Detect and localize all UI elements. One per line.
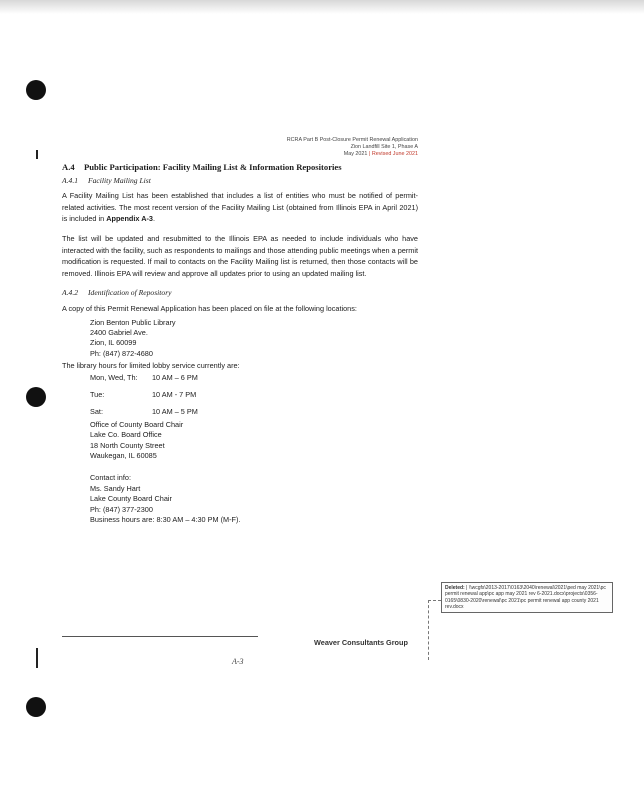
library-hours <box>62 373 418 418</box>
library-address <box>62 318 418 360</box>
header-line-3 <box>287 151 418 158</box>
hours-day: Sat: <box>90 407 103 417</box>
subsection-title-2: Identification of Repository <box>88 288 172 298</box>
binder-hole-middle <box>26 387 46 407</box>
county-line: Waukegan, IL 60085 <box>90 451 157 460</box>
county-line: 18 North County Street <box>90 440 165 450</box>
margin-mark-top <box>36 150 38 159</box>
spacer <box>62 463 418 473</box>
section-title: Public Participation: Facility Mailing List & Information Repositories <box>84 162 342 172</box>
hours-time: 10 AM – 6 PM <box>152 372 198 382</box>
header-date: May 2021 <box>343 151 368 157</box>
subsection-number-2: A.4.2 <box>62 288 79 298</box>
county-line: Office of County Board Chair <box>90 419 184 429</box>
subsection-heading-2 <box>62 287 418 299</box>
hours-row <box>90 390 418 400</box>
subsection-title-1: Facility Mailing List <box>88 175 151 185</box>
paragraph-list-updates: The list will be updated and resubmitted to the Illinois EPA as needed to include individuals who have interacted with the facility, such as respondents to mailings and those attending public meetings when a permit modification is requested. If mail to contacts on the Facility Mailing list is returned, then those contacts will be removed. Illinois EPA will review and approve all updates prior to using an updated mailing list. <box>62 233 418 278</box>
binder-hole-bottom <box>26 697 46 717</box>
contact-line: Lake County Board Chair <box>90 494 172 504</box>
appendix-reference: Appendix A-3 <box>106 214 153 224</box>
contact-line: Contact info: <box>90 473 131 483</box>
library-line: Zion, IL 60099 <box>90 338 137 348</box>
hours-row <box>90 407 418 417</box>
header-line-2: Zion Landfill Site 1, Phase A <box>350 144 418 150</box>
comment-connector <box>428 600 430 660</box>
binder-hole-top <box>26 80 46 100</box>
page-number: A-3 <box>232 657 244 666</box>
comment-connector-horizontal <box>428 600 441 601</box>
contact-line: Ms. Sandy Hart <box>90 483 141 493</box>
library-line: Zion Benton Public Library <box>90 317 176 327</box>
header-revision: | Revised June 2021 <box>368 151 418 157</box>
section-number: A.4 <box>62 162 75 172</box>
paragraph-mailing-list-text: A Facility Mailing List has been established that includes a list of entities who must be notified of permit-related activities. The most recent version of the Facility Mailing List (obtained from Illinois EPA in April 2021) is included in <box>62 191 418 224</box>
county-office-address <box>62 420 418 462</box>
comment-label: Deleted: <box>445 585 465 591</box>
footer-company: Weaver Consultants Group <box>314 638 408 647</box>
paragraph-mailing-list <box>62 190 418 225</box>
subsection-heading-1 <box>62 175 418 187</box>
document-body <box>62 162 418 527</box>
scan-top-shadow <box>0 0 644 14</box>
hours-day: Mon, Wed, Th: <box>90 372 138 382</box>
tracked-change-balloon[interactable] <box>441 582 613 613</box>
comment-text: | \\wcgfs\2013-2017\0163\2040\renewal\2021\ped may 2021\pc permit renewal app\pc app may 2021 rev 6-2021.docx\projects\0356-0165\0830-2020\renewal\pc 2021\pc permit renewal app county 2021 rev.docx <box>445 585 606 610</box>
hours-day: Tue: <box>90 389 105 399</box>
paragraph-mailing-list-end: . <box>152 214 156 224</box>
paragraph-repository: A copy of this Permit Renewal Application has been placed on file at the following locations: <box>62 303 357 313</box>
subsection-number-1: A.4.1 <box>62 175 79 185</box>
library-line: Ph: (847) 872-4680 <box>90 348 153 358</box>
contact-line: Business hours are: 8:30 AM – 4:30 PM (M-F). <box>90 515 241 525</box>
contact-info <box>62 473 418 525</box>
hours-row <box>90 373 418 383</box>
footer-rule <box>62 636 258 637</box>
hours-time: 10 AM - 7 PM <box>152 389 197 399</box>
document-header <box>287 137 418 158</box>
county-line: Lake Co. Board Office <box>90 430 162 440</box>
section-heading <box>62 162 418 174</box>
hours-intro: The library hours for limited lobby service currently are: <box>62 361 240 371</box>
hours-time: 10 AM – 5 PM <box>152 407 198 417</box>
header-line-1: RCRA Part B Post-Closure Permit Renewal Application <box>286 137 418 143</box>
margin-mark-bottom <box>36 648 38 668</box>
contact-line: Ph: (847) 377-2300 <box>90 504 153 514</box>
library-line: 2400 Gabriel Ave. <box>90 327 148 337</box>
